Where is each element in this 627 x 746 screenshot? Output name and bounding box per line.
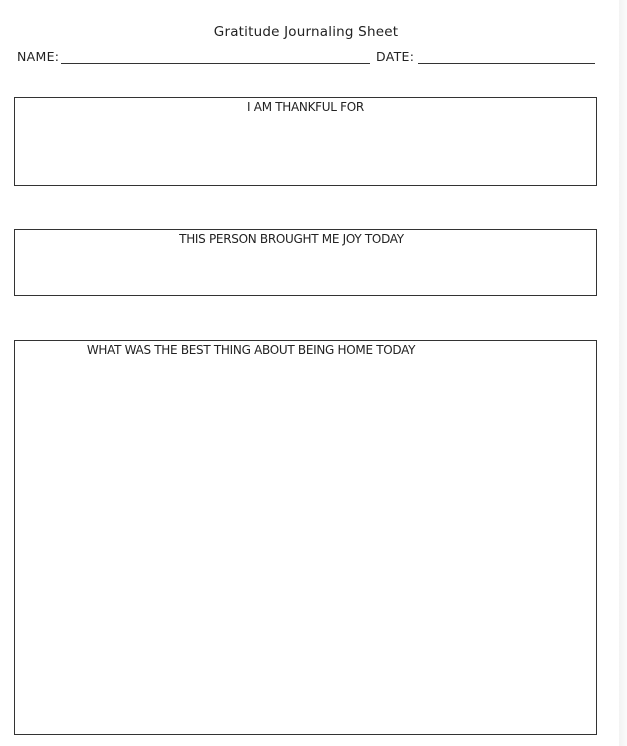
- person-joy-box[interactable]: [14, 229, 597, 296]
- sheet-title: Gratitude Journaling Sheet: [213, 24, 399, 40]
- best-thing-home-heading: WHAT WAS THE BEST THING ABOUT BEING HOME TODAY: [86, 343, 416, 357]
- thankful-for-heading: I AM THANKFUL FOR: [247, 100, 364, 114]
- date-field-line[interactable]: [418, 63, 595, 64]
- page-edge: [619, 0, 627, 746]
- date-label: DATE:: [376, 49, 415, 64]
- name-label: NAME:: [17, 49, 60, 64]
- best-thing-home-box[interactable]: [14, 340, 597, 735]
- name-field-line[interactable]: [61, 63, 370, 64]
- person-joy-heading: THIS PERSON BROUGHT ME JOY TODAY: [179, 232, 404, 246]
- thankful-for-box[interactable]: [14, 97, 597, 186]
